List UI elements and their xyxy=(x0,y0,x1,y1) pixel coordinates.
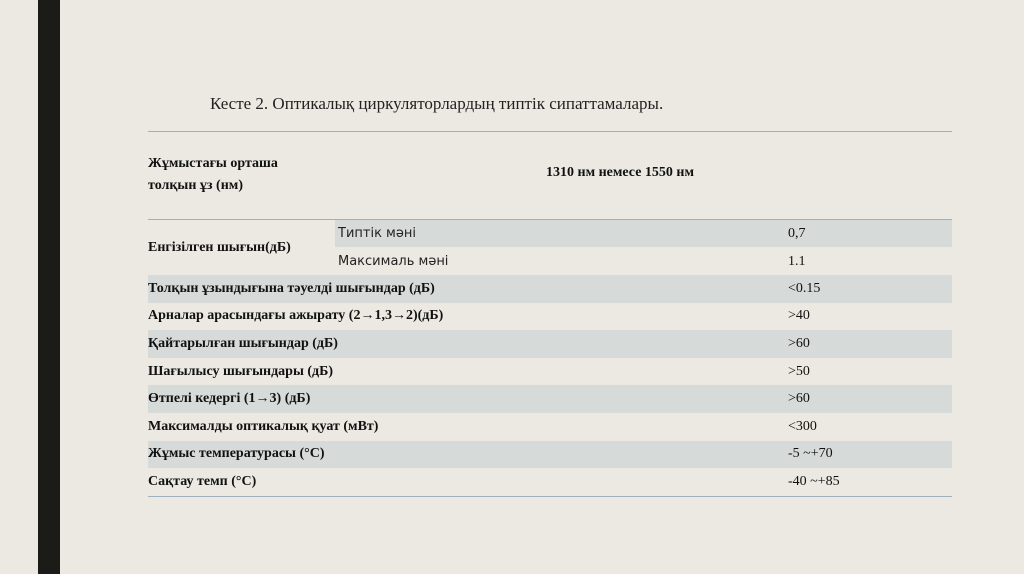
table-row xyxy=(148,330,952,358)
row-value: -40 ~+85 xyxy=(788,473,840,489)
table-row xyxy=(148,385,952,413)
row-value: >60 xyxy=(788,335,810,351)
row-label: Арналар арасындағы ажырату (2→1,3→2)(дБ) xyxy=(148,308,444,324)
table-row xyxy=(148,303,952,331)
row-label: Өтпелі кедергі (1→3) (дБ) xyxy=(148,391,311,407)
header-wavelength-label xyxy=(148,153,348,197)
row-label: Шағылысу шығындары (дБ) xyxy=(148,363,334,379)
characteristics-table xyxy=(148,131,952,497)
table-row xyxy=(148,441,952,469)
max-value: 1.1 xyxy=(788,253,806,269)
row-label: Сақтау темп (°C) xyxy=(148,473,257,489)
insertion-loss-max-row xyxy=(335,248,952,275)
row-value: -5 ~+70 xyxy=(788,446,833,462)
table-header xyxy=(148,131,952,220)
insertion-loss-typical-row xyxy=(335,220,952,247)
table-row xyxy=(148,275,952,303)
insertion-loss-label: Енгізілген шығын(дБ) xyxy=(148,239,291,255)
row-label: Жұмыс температурасы (°C) xyxy=(148,446,325,462)
header-wavelength-value: 1310 нм немесе 1550 нм xyxy=(546,165,695,180)
row-value: >40 xyxy=(788,308,810,324)
max-label: Максималь мәні xyxy=(338,254,449,269)
row-label: Толқын ұзындығына тәуелді шығындар (дБ) xyxy=(148,280,435,296)
table-caption: Кесте 2. Оптикалық циркуляторлардың типтік сипаттамалары. xyxy=(210,94,664,113)
table-row xyxy=(148,358,952,386)
row-label: Қайтарылған шығындар (дБ) xyxy=(148,335,338,351)
left-accent-bar xyxy=(38,0,60,574)
table-row xyxy=(148,468,952,497)
table-row xyxy=(148,413,952,441)
header-wavelength-line2: толқын ұз (нм) xyxy=(148,178,243,193)
insertion-loss-group xyxy=(148,220,952,275)
row-value: <0.15 xyxy=(788,280,821,296)
row-label: Максималды оптикалық қуат (мВт) xyxy=(148,418,379,434)
typical-label: Типтік мәні xyxy=(338,226,416,241)
row-value: >60 xyxy=(788,391,810,407)
row-value: <300 xyxy=(788,418,817,434)
header-wavelength-line1: Жұмыстағы орташа xyxy=(148,156,278,171)
row-value: >50 xyxy=(788,363,810,379)
typical-value: 0,7 xyxy=(788,225,806,241)
